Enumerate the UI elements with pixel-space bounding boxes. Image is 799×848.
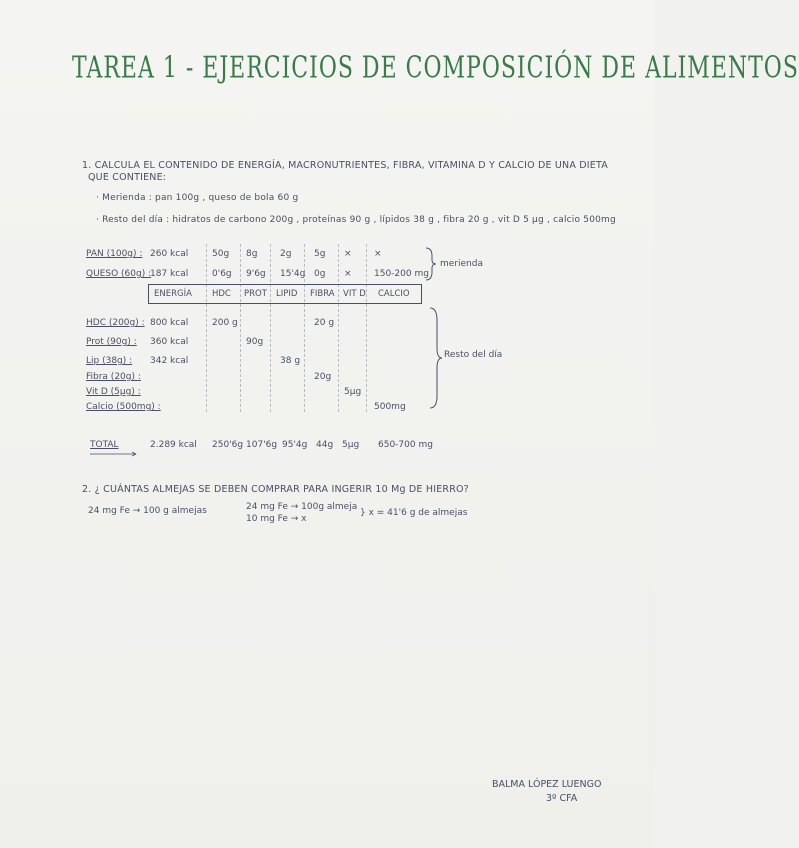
cell-prot: 90g <box>246 337 264 347</box>
cell-hdc: 50g <box>212 249 230 259</box>
header-energia: ENERGÍA <box>154 289 192 299</box>
author-name: BALMA LÓPEZ LUENGO <box>492 779 602 790</box>
header-lipid: LIPID <box>276 289 298 299</box>
question-1-line-1: 1. CALCULA EL CONTENIDO DE ENERGÍA, MACRONUTRIENTES, FIBRA, VITAMINA D Y CALCIO DE UNA DIETA <box>82 160 608 171</box>
cell-calcio: 150-200 mg <box>374 269 429 279</box>
cell-energia: 800 kcal <box>150 318 189 328</box>
cell-lipid: 15'4g <box>280 269 306 279</box>
total-hdc: 250'6g <box>212 440 244 450</box>
total-label: TOTAL <box>90 440 119 450</box>
table-row <box>0 402 655 414</box>
table-row <box>0 387 655 399</box>
row-label: Prot (90g) : <box>86 337 137 347</box>
cell-calcio: × <box>374 249 382 259</box>
total-prot: 107'6g <box>246 440 278 450</box>
total-arrow-icon <box>90 452 140 458</box>
cell-vitd: × <box>344 249 352 259</box>
merienda-brace-icon <box>424 246 438 282</box>
cell-fibra: 20 g <box>314 318 335 328</box>
total-vitd: 5μg <box>342 440 360 450</box>
page-title: TAREA 1 - EJERCICIOS DE COMPOSICIÓN DE ALIMENTOS <box>72 52 799 86</box>
cell-energia: 342 kcal <box>150 356 189 366</box>
table-row <box>0 356 655 368</box>
table-row <box>0 372 655 384</box>
question-1-bullet-merienda: · Merienda : pan 100g , queso de bola 60 g <box>96 193 299 203</box>
table-row <box>0 318 655 330</box>
cell-lipid: 2g <box>280 249 292 259</box>
cell-hdc: 0'6g <box>212 269 232 279</box>
row-label: Lip (38g) : <box>86 356 133 366</box>
resto-brace-icon <box>428 306 444 410</box>
question-2: 2. ¿ CUÁNTAS ALMEJAS SE DEBEN COMPRAR PARA INGERIR 10 Mg DE HIERRO? <box>82 484 469 495</box>
cell-prot: 9'6g <box>246 269 266 279</box>
resto-label: Resto del día <box>444 350 503 360</box>
cell-vitd: × <box>344 269 352 279</box>
cell-hdc: 200 g <box>212 318 238 328</box>
row-label: QUESO (60g) : <box>86 269 152 279</box>
cell-vitd: 5μg <box>344 387 362 397</box>
author-course: 3º CFA <box>546 793 578 804</box>
row-label: Calcio (500mg) : <box>86 402 161 412</box>
question-1-bullet-resto: · Resto del día : hidratos de carbono 200g , proteínas 90 g , lípidos 38 g , fibra 20 g , vit D 5 μg , calcio 500mg <box>96 215 616 225</box>
cell-energia: 260 kcal <box>150 249 189 259</box>
total-fibra: 44g <box>316 440 334 450</box>
header-prot: PROT <box>244 289 267 299</box>
header-calcio: CALCIO <box>378 289 410 299</box>
cell-fibra: 0g <box>314 269 326 279</box>
table-row <box>0 269 655 281</box>
question-2-rule-top: 24 mg Fe → 100g almeja <box>246 502 358 512</box>
cell-prot: 8g <box>246 249 258 259</box>
row-label: Vit D (5μg) : <box>86 387 141 397</box>
total-energia: 2.289 kcal <box>150 440 197 450</box>
cell-energia: 360 kcal <box>150 337 189 347</box>
cell-fibra: 20g <box>314 372 332 382</box>
question-2-intro: 24 mg Fe → 100 g almejas <box>88 506 207 516</box>
cell-energia: 187 kcal <box>150 269 189 279</box>
row-label: PAN (100g) : <box>86 249 143 259</box>
row-label: Fibra (20g) : <box>86 372 141 382</box>
cell-lipid: 38 g <box>280 356 301 366</box>
merienda-label: merienda <box>440 259 483 269</box>
row-label: HDC (200g) : <box>86 318 145 328</box>
header-fibra: FIBRA <box>310 289 335 299</box>
table-row <box>0 249 655 261</box>
table-row <box>0 337 655 349</box>
question-2-result: } x = 41'6 g de almejas <box>360 508 468 518</box>
question-2-rule-bottom: 10 mg Fe → x <box>246 514 307 524</box>
total-calcio: 650-700 mg <box>378 440 433 450</box>
total-lipid: 95'4g <box>282 440 308 450</box>
header-vitd: VIT D <box>343 289 366 299</box>
cell-calcio: 500mg <box>374 402 406 412</box>
header-hdc: HDC <box>212 289 231 299</box>
question-1-line-2: QUE CONTIENE: <box>88 172 167 183</box>
cell-fibra: 5g <box>314 249 326 259</box>
